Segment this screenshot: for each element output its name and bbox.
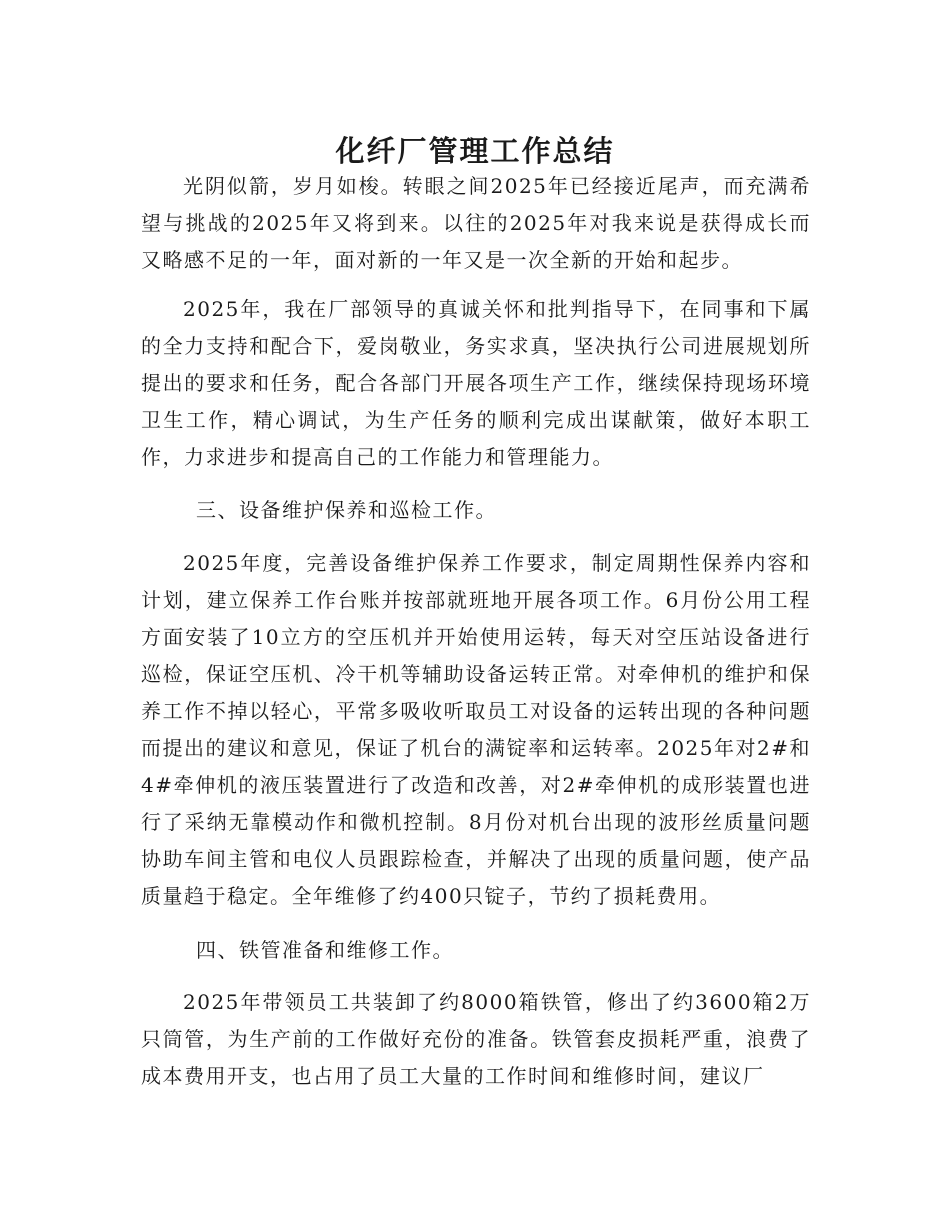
section-heading-tube-preparation: 四、铁管准备和维修工作。 (196, 938, 454, 962)
document-title: 化纤厂管理工作总结 (335, 134, 615, 169)
paragraph-intro: 光阴似箭，岁月如梭。转眼之间2025年已经接近尾声，而充满希望与挑战的2025年又将到来。以往的2025年对我来说是获得成长而又略感不足的一年，面对新的一年又是一次全新的开始和起步。 (141, 174, 811, 272)
paragraph-overview: 2025年，我在厂部领导的真诚关怀和批判指导下，在同事和下属的全力支持和配合下，爱岗敬业，务实求真，坚决执行公司进展规划所提出的要求和任务，配合各部门开展各项生产工作，继续保持现场环境卫生工作，精心调试，为生产任务的顺利完成出谋献策，做好本职工作，力求进步和提高自己的工作能力和管理能力。 (141, 297, 811, 469)
section-heading-equipment-maintenance: 三、设备维护保养和巡检工作。 (196, 498, 497, 522)
paragraph-tube-preparation: 2025年带领员工共装卸了约8000箱铁管，修出了约3600箱2万只筒管，为生产前的工作做好充份的准备。铁管套皮损耗严重，浪费了成本费用开支，也占用了员工大量的工作时间和维修时间，建议厂 (141, 990, 811, 1088)
paragraph-equipment-maintenance: 2025年度，完善设备维护保养工作要求，制定周期性保养内容和计划，建立保养工作台账并按部就班地开展各项工作。6月份公用工程方面安装了10立方的空压机并开始使用运转，每天对空压站设备进行巡检，保证空压机、冷干机等辅助设备运转正常。对牵伸机的维护和保养工作不掉以轻心，平常多吸收听取员工对设备的运转出现的各种问题而提出的建议和意见，保证了机台的满锭率和运转率。2025年对2#和4#牵伸机的液压装置进行了改造和改善，对2#牵伸机的成形装置也进行了采纳无靠模动作和微机控制。8月份对机台出现的波形丝质量问题协助车间主管和电仪人员跟踪检查，并解决了出现的质量问题，使产品质量趋于稳定。全年维修了约400只锭子，节约了损耗费用。 (141, 551, 811, 908)
